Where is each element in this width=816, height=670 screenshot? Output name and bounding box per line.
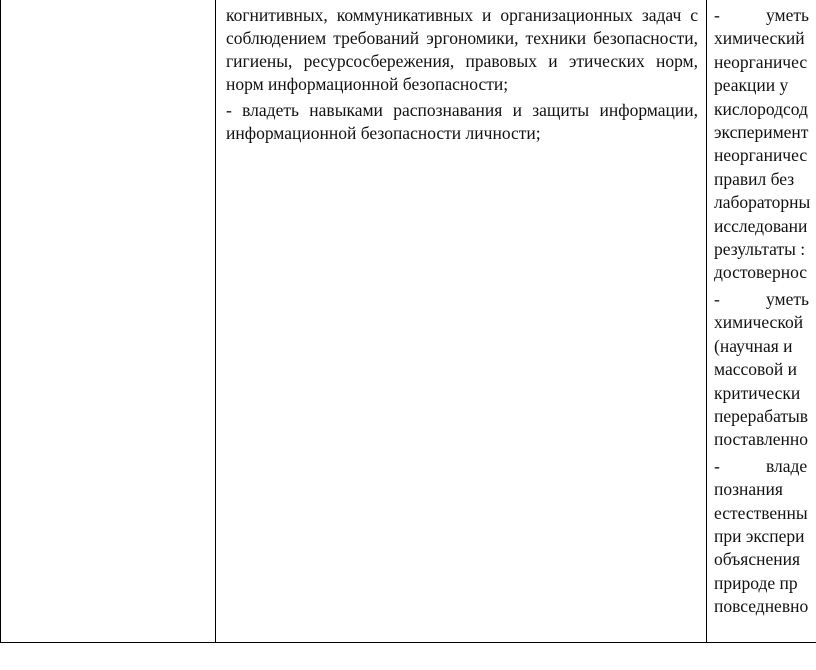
right-line: объяснения (714, 549, 800, 570)
middle-cell (216, 0, 707, 643)
right-paragraph-2 (714, 288, 816, 452)
right-line: природе пр (714, 572, 798, 593)
right-cell (707, 0, 816, 643)
right-line: поставленно (714, 429, 808, 450)
right-line: - владе (714, 455, 808, 476)
right-line: повседневно (714, 596, 809, 617)
right-line: массовой и (714, 359, 798, 380)
right-line: химический (714, 28, 805, 49)
right-line: - уметь (714, 288, 809, 309)
table-row (1, 0, 816, 643)
right-line: естественны (714, 502, 808, 523)
right-paragraph-1 (714, 4, 816, 285)
right-line: правил без (714, 168, 795, 189)
right-line: неорганичес (714, 51, 808, 72)
right-line: реакции у (714, 75, 789, 96)
middle-cell-content (216, 0, 706, 145)
right-line: познания (714, 479, 783, 500)
right-line: исследовани (714, 215, 808, 236)
right-line: достовернос (714, 262, 808, 283)
right-line: (научная и (714, 335, 793, 356)
right-line: результаты : (714, 239, 806, 260)
left-empty-cell (1, 0, 216, 643)
right-line: перерабатыв (714, 405, 809, 426)
right-paragraph-3 (714, 455, 816, 619)
right-cell-content (707, 0, 816, 622)
right-line: кислородсод (714, 98, 808, 119)
right-line: лабораторны (714, 192, 811, 213)
right-line: эксперимент (714, 122, 809, 143)
right-line: при экспери (714, 525, 805, 546)
middle-paragraph-2: - владеть навыками распознавания и защиты информации, информационной безопасности личности; (226, 100, 698, 143)
right-line: химической (714, 312, 804, 333)
middle-paragraph-1: когнитивных, коммуникативных и организационных задач с соблюдением требований эргономики, техники безопасности, гигиены, ресурсосбережения, правовых и этических норм, норм информационной безопасности; (226, 5, 698, 94)
right-line: неорганичес (714, 145, 808, 166)
right-line: - уметь (714, 5, 809, 25)
right-line: критически (714, 382, 801, 403)
